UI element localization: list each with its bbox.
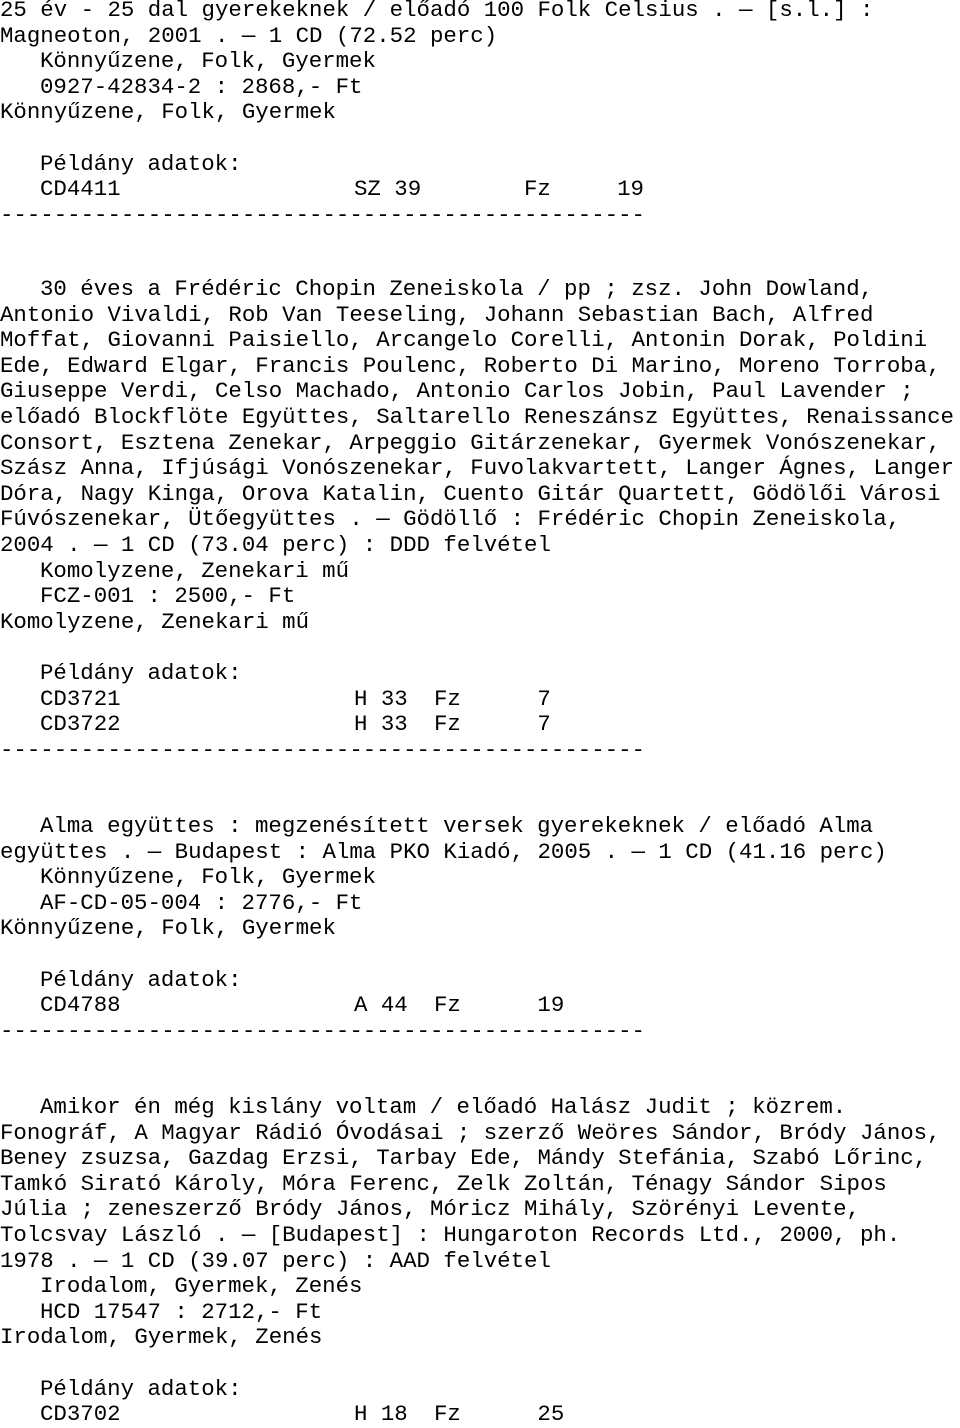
record-description-line: Giuseppe Verdi, Celso Machado, Antonio Carlos Jobin, Paul Lavender ; xyxy=(0,378,914,405)
record-price-line: HCD 17547 : 2712,- Ft xyxy=(40,1298,323,1325)
record-price-line: AF-CD-05-004 : 2776,- Ft xyxy=(40,889,363,916)
record-description-line: Tamkó Sirató Károly, Móra Ferenc, Zelk Zoltán, Ténagy Sándor Sipos xyxy=(0,1170,887,1197)
copy-location: H 18 xyxy=(354,1401,408,1428)
record-separator: ------------------------------------------------ xyxy=(0,1017,645,1044)
record-entry xyxy=(0,1095,960,1428)
copy-fz: Fz xyxy=(524,176,551,203)
record-description-line: Fúvószenekar, Ütőegyüttes . — Gödöllő : Frédéric Chopin Zeneiskola, xyxy=(0,506,901,533)
copy-location: H 33 xyxy=(354,711,408,738)
record-description-line: 1978 . — 1 CD (39.07 perc) : AAD felvétel xyxy=(0,1247,551,1274)
record-price-line: 0927-42834-2 : 2868,- Ft xyxy=(40,73,363,100)
copy-number: 19 xyxy=(617,176,644,203)
record-description-line: Júlia ; zeneszerző Bródy János, Móricz Mihály, Szörényi Levente, xyxy=(0,1196,860,1223)
record-description-line: Amikor én még kislány voltam / előadó Halász Judit ; közrem. xyxy=(40,1094,847,1120)
record-genre-indented: Könnyűzene, Folk, Gyermek xyxy=(40,48,376,75)
copy-row xyxy=(0,993,960,1019)
record-description-line: 25 év - 25 dal gyerekeknek / előadó 100 Folk Celsius . — [s.l.] : xyxy=(0,0,874,23)
record-description-line: Tolcsvay László . — [Budapest] : Hungaroton Records Ltd., 2000, ph. xyxy=(0,1221,901,1248)
copy-id: CD3721 xyxy=(40,685,121,712)
copy-id: CD4788 xyxy=(40,992,121,1019)
record-genre-indented: Komolyzene, Zenekari mű xyxy=(40,557,350,584)
copy-number: 19 xyxy=(537,992,565,1019)
record-description-line: Szász Anna, Ifjúsági Vonószenekar, Fuvolakvartett, Langer Ágnes, Langer xyxy=(0,455,954,482)
copies-label: Példány adatok: xyxy=(40,1375,242,1402)
record-entry xyxy=(0,814,960,1044)
copy-row xyxy=(0,712,960,738)
copy-location: A 44 xyxy=(354,992,408,1019)
record-description-line: együttes . — Budapest : Alma PKO Kiadó, 2005 . — 1 CD (41.16 perc) xyxy=(0,838,887,865)
copy-id: CD4411 xyxy=(40,176,121,203)
copy-location: H 33 xyxy=(354,685,408,712)
record-genre: Könnyűzene, Folk, Gyermek xyxy=(0,915,336,942)
copy-fz: Fz xyxy=(434,992,461,1019)
copy-row xyxy=(0,1402,960,1428)
record-description-line: 2004 . — 1 CD (73.04 perc) : DDD felvétel xyxy=(0,531,551,558)
record-entry xyxy=(0,0,960,228)
copy-fz: Fz xyxy=(434,711,461,738)
record-genre: Komolyzene, Zenekari mű xyxy=(0,608,310,635)
record-description-line: Consort, Esztena Zenekar, Arpeggio Gitárzenekar, Gyermek Vonószenekar, xyxy=(0,429,941,456)
record-price-line: FCZ-001 : 2500,- Ft xyxy=(40,583,296,610)
copy-id: CD3702 xyxy=(40,1401,121,1428)
record-description-line: Fonográf, A Magyar Rádió Óvodásai ; szerző Weöres Sándor, Bródy János, xyxy=(0,1119,941,1146)
record-separator: ------------------------------------------------ xyxy=(0,201,645,228)
copy-number: 25 xyxy=(537,1401,565,1428)
record-description-line: Alma együttes : megzenésített versek gyerekeknek / előadó Alma xyxy=(40,813,874,839)
copy-location: SZ 39 xyxy=(354,176,422,203)
copy-row xyxy=(0,687,960,713)
copy-fz: Fz xyxy=(434,1401,461,1428)
record-separator: ------------------------------------------------ xyxy=(0,736,645,763)
copies-label: Példány adatok: xyxy=(40,659,242,686)
copy-number: 7 xyxy=(537,711,551,738)
record-genre: Könnyűzene, Folk, Gyermek xyxy=(0,99,336,126)
record-description-line: 30 éves a Frédéric Chopin Zeneiskola / pp ; zsz. John Dowland, xyxy=(40,276,874,302)
record-genre-indented: Könnyűzene, Folk, Gyermek xyxy=(40,864,376,891)
record-description-line: Antonio Vivaldi, Rob Van Teeseling, Johann Sebastian Bach, Alfred xyxy=(0,301,874,328)
copy-row xyxy=(0,177,960,203)
copy-id: CD3722 xyxy=(40,711,121,738)
record-description-line: Beney zsuzsa, Gazdag Erzsi, Tarbay Ede, Mándy Stefánia, Szabó Lőrinc, xyxy=(0,1145,928,1172)
copies-label: Példány adatok: xyxy=(40,966,242,993)
copy-number: 7 xyxy=(537,685,551,712)
record-genre-indented: Irodalom, Gyermek, Zenés xyxy=(40,1273,363,1300)
copies-label: Példány adatok: xyxy=(40,150,242,177)
record-description-line: Dóra, Nagy Kinga, Orova Katalin, Cuento Gitár Quartett, Gödölői Városi xyxy=(0,480,941,507)
record-entry xyxy=(0,277,960,763)
copy-fz: Fz xyxy=(434,685,461,712)
record-genre: Irodalom, Gyermek, Zenés xyxy=(0,1324,323,1351)
record-description-line: Moffat, Giovanni Paisiello, Arcangelo Corelli, Antonin Dorak, Poldini xyxy=(0,327,928,354)
record-description-line: Ede, Edward Elgar, Francis Poulenc, Roberto Di Marino, Moreno Torroba, xyxy=(0,352,941,379)
record-description-line: Magneoton, 2001 . — 1 CD (72.52 perc) xyxy=(0,22,498,49)
record-description-line: előadó Blockflöte Együttes, Saltarello Reneszánsz Együttes, Renaissance xyxy=(0,403,954,430)
